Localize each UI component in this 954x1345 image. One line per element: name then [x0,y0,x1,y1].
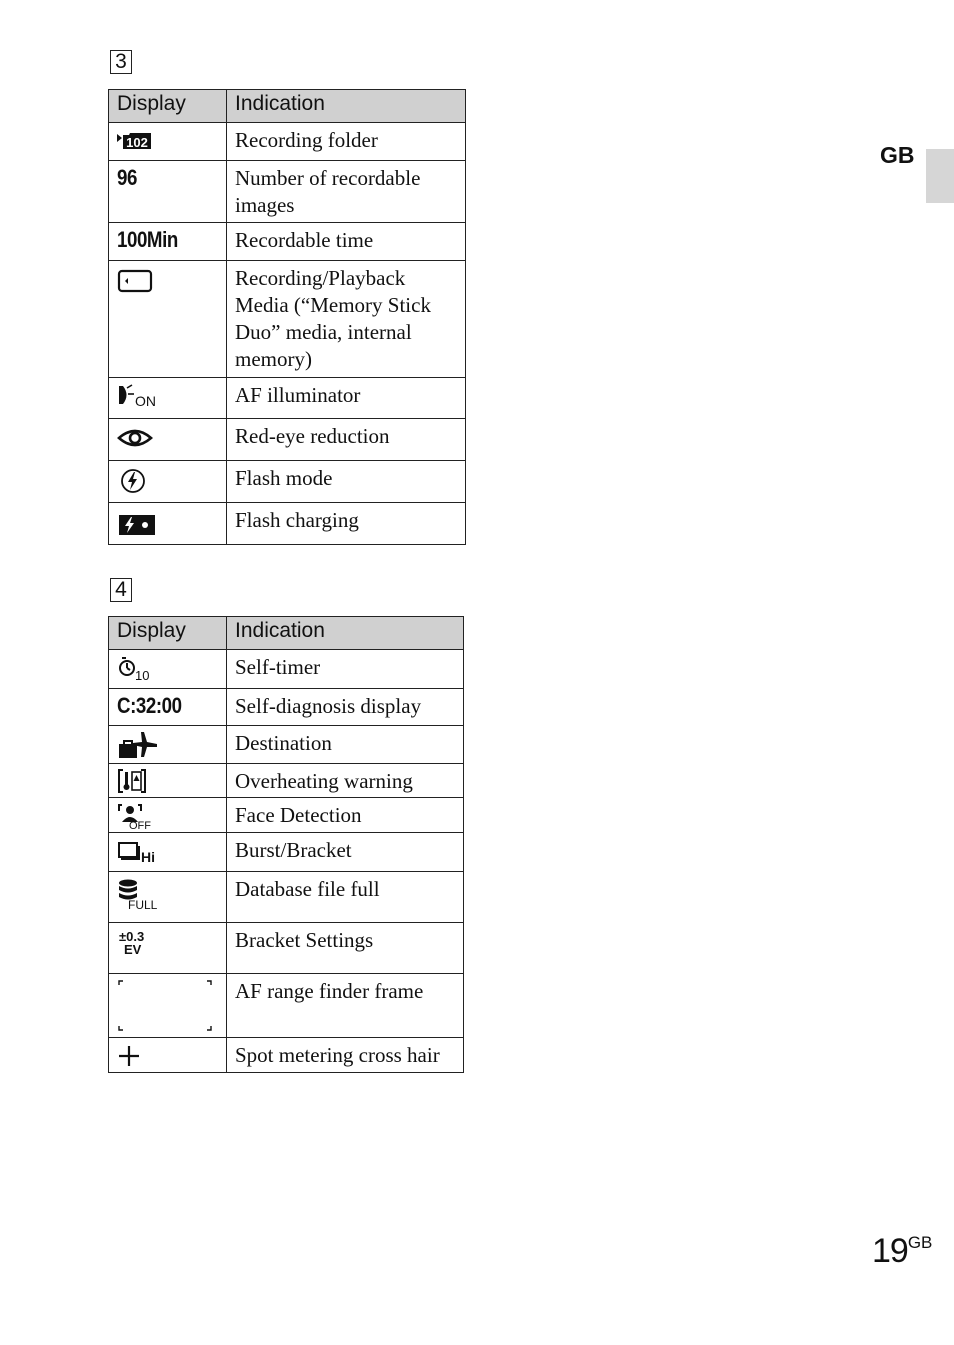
flash-charging-icon [117,507,157,537]
table-row [109,261,466,378]
bracket-settings-icon [117,927,163,961]
header-display: Display [109,90,227,123]
af-frame-icon [109,974,225,1036]
indication-cell: Flash charging [227,503,466,545]
table-row [109,764,464,798]
svg-text:Hi: Hi [141,849,155,865]
section-number-4: 4 [110,578,132,602]
display-cell [109,726,227,764]
table-row [109,461,466,503]
header-display: Display [109,617,227,650]
table-row [109,223,466,261]
display-cell [109,764,227,798]
svg-text:±0.3: ±0.3 [119,929,145,944]
header-indication: Indication [227,90,466,123]
recordable-images-count: 96 [117,165,137,190]
table-row [109,378,466,419]
table-row [109,974,464,1038]
indication-cell: Spot metering cross hair [227,1038,464,1073]
svg-text:10: 10 [135,668,150,682]
indication-cell: Recordable time [227,223,466,261]
display-cell [109,689,227,726]
database-full-icon [117,876,163,910]
indication-cell: Recording/Playback Media (“Memory Stick Duo” media, internal memory) [227,261,466,378]
recordable-time-value: 100Min [117,227,178,252]
display-cell [109,923,227,974]
display-cell [109,650,227,689]
indication-cell: Burst/Bracket [227,833,464,872]
svg-text:OFF: OFF [129,820,151,830]
indication-cell: Database file full [227,872,464,923]
svg-text:ON: ON [135,393,156,409]
indication-cell: Overheating warning [227,764,464,798]
display-cell [109,461,227,503]
indication-cell: Number of recordable images [227,161,466,223]
indication-cell: Face Detection [227,798,464,833]
language-tab-label: GB [880,142,915,168]
page-number [872,1232,932,1271]
svg-text:FULL: FULL [128,898,158,910]
red-eye-icon [117,423,157,453]
table-row [109,503,466,545]
display-cell [109,378,227,419]
table-header [109,90,466,123]
face-detection-icon [117,802,161,830]
table-row [109,123,466,161]
table-row [109,872,464,923]
table-row [109,419,466,461]
svg-text:102: 102 [126,135,148,150]
af-illuminator-icon [117,382,163,410]
indication-cell: AF illuminator [227,378,466,419]
display-cell [109,872,227,923]
indication-cell: Self-diagnosis display [227,689,464,726]
section-number-3: 3 [110,50,132,74]
indication-cell: Flash mode [227,461,466,503]
indicator-table-4 [108,616,464,1073]
destination-icon [117,730,161,760]
overheating-icon [117,768,157,794]
table-row [109,650,464,689]
self-timer-icon [117,654,157,682]
recording-folder-icon [117,127,157,153]
display-cell [109,161,227,223]
table-row [109,798,464,833]
table-row [109,161,466,223]
crosshair-icon [117,1042,147,1068]
memory-card-icon [117,265,157,295]
page-number-value: 19 [872,1232,908,1270]
table-header [109,617,464,650]
display-cell [109,419,227,461]
display-cell [109,833,227,872]
self-diagnosis-code: C:32:00 [117,693,182,718]
display-cell [109,1038,227,1073]
table-row [109,833,464,872]
display-cell [109,123,227,161]
page-number-suffix: GB [907,1233,933,1252]
display-cell [109,261,227,378]
table-row [109,1038,464,1073]
indication-cell: Bracket Settings [227,923,464,974]
display-cell [109,223,227,261]
indicator-table-3 [108,89,466,545]
flash-mode-icon [117,465,157,495]
display-cell [109,503,227,545]
table-row [109,923,464,974]
indication-cell: Destination [227,726,464,764]
indication-cell: Recording folder [227,123,466,161]
display-cell [109,798,227,833]
table-row [109,726,464,764]
indication-cell: Self-timer [227,650,464,689]
svg-text:EV: EV [124,942,142,957]
table-row [109,689,464,726]
display-cell [109,974,227,1038]
header-indication: Indication [227,617,464,650]
burst-icon [117,837,161,865]
indication-cell: Red-eye reduction [227,419,466,461]
language-tab-marker [926,149,954,203]
indication-cell: AF range finder frame [227,974,464,1038]
